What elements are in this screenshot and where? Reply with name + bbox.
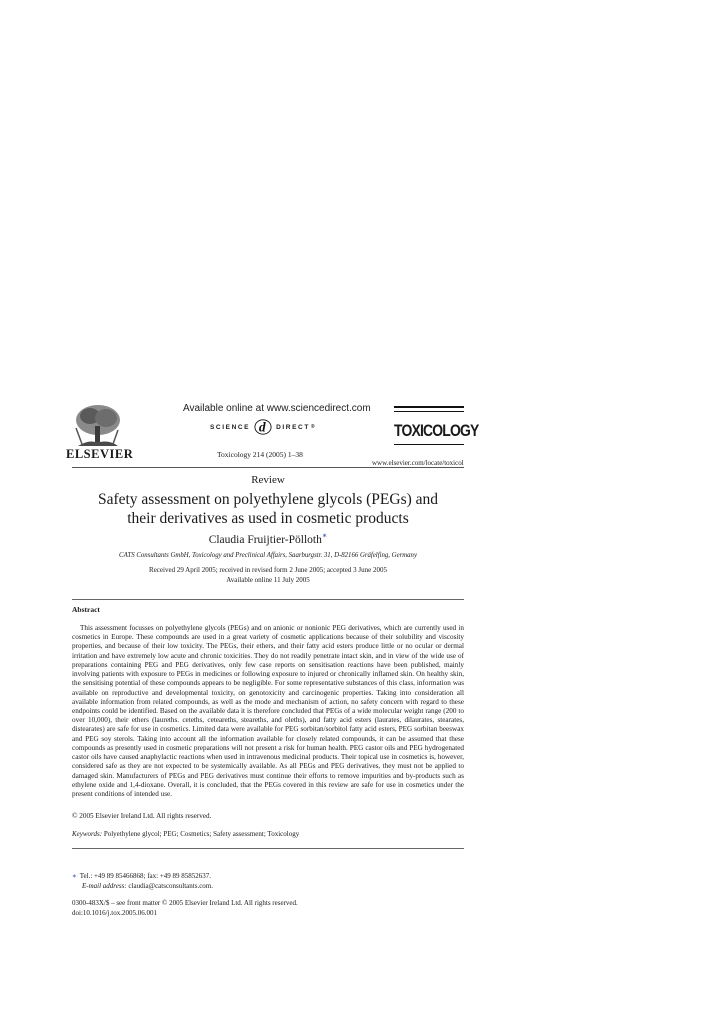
issn-line: 0300-483X/$ – see front matter © 2005 Elsevier Ireland Ltd. All rights reserved. — [72, 899, 298, 907]
journal-logo-rule-middle — [394, 411, 464, 412]
doi-link[interactable]: doi:10.1016/j.tox.2005.06.001 — [72, 909, 157, 917]
available-online-date: Available online 11 July 2005 — [226, 575, 310, 584]
keywords-text: Polyethylene glycol; PEG; Cosmetics; Safety assessment; Toxicology — [103, 830, 300, 838]
footnote-contact-line — [72, 871, 213, 881]
abstract-bottom-divider — [72, 848, 464, 849]
author — [72, 531, 464, 546]
journal-logo-rule-top — [394, 406, 464, 408]
keywords-label: Keywords: — [72, 830, 103, 838]
article-type: Review — [251, 474, 285, 486]
author-footnote-link[interactable]: ∗ — [321, 531, 328, 540]
journal-url-link[interactable]: www.elsevier.com/locate/toxicol — [372, 459, 464, 467]
sciencedirect-logo[interactable] — [210, 416, 315, 438]
author-affiliation: CATS Consultants GmbH, Toxicology and Preclinical Affairs, Saarburgstr. 31, D-82166 Gräfelfing, Germany — [119, 552, 417, 559]
journal-title-logo: TOXICOLOGY — [394, 421, 479, 440]
svg-text:d: d — [259, 419, 268, 435]
article-title-line-2: their derivatives as used in cosmetic products — [127, 510, 409, 527]
sciencedirect-left-text: SCIENCE — [210, 423, 251, 431]
publisher-name: ELSEVIER — [66, 447, 134, 461]
abstract-heading: Abstract — [72, 605, 100, 614]
sciencedirect-d-icon — [254, 418, 272, 436]
journal-logo-rule-bottom — [394, 444, 464, 445]
sciencedirect-right-text: DIRECT — [276, 423, 310, 431]
abstract-copyright: © 2005 Elsevier Ireland Ltd. All rights reserved. — [72, 812, 212, 820]
footnote-email-line — [72, 881, 213, 891]
abstract-top-divider — [72, 599, 464, 600]
article-title-line-1: Safety assessment on polyethylene glycols (PEGs) and — [97, 491, 439, 508]
sciencedirect-trademark: ® — [310, 424, 315, 430]
author-name: Claudia Fruijtier-Pölloth — [208, 533, 322, 546]
author-footnote — [72, 871, 213, 891]
received-dates: Received 29 April 2005; received in revised form 2 June 2005; accepted 3 June 2005 — [149, 566, 387, 574]
footnote-email[interactable]: claudia@catsconsultants.com. — [128, 882, 213, 890]
article-title — [72, 490, 464, 528]
available-online-link[interactable]: Available online at www.sciencedirect.com — [183, 403, 371, 414]
footnote-email-label: E-mail address: — [82, 882, 127, 890]
issn-block — [72, 898, 298, 918]
abstract-body: This assessment focusses on polyethylene glycols (PEGs) and on anionic or nonionic PEG derivatives, which are currently used in cosmetics in Europe. These compounds are used in a great variety of cosmetic applications because of their solubility and viscosity properties, and because of their low toxicity. The PEGs, their ethers, and their fatty acid esters produce little or no ocular or dermal irritation and have extremely low acute and chronic toxicities. They do not readily penetrate intact skin, and in view of the wide use of preparations containing PEG and PEG derivatives, only few case reports on sensitisation reactions have been published, mainly involving patients with exposure to PEGs in medicines or following exposure to injured or chronically inflamed skin. On healthy skin, the sensitising potential of these compounds appears to be negligible. For some representative substances of this class, information was available on reproductive and developmental toxicity, on genotoxicity and carcinogenic properties. Taking into consideration all available information from related compounds, as well as the mode and mechanism of action, no safety concern with regard to these endpoints could be identified. Based on the available data it is therefore concluded that PEGs of a wide molecular weight range (200 to over 10,000), their ethers (laureths. ceteths, ceteareths, steareths, and oleths), and fatty acid esters (laurates, dilaurates, stearates, distearates) are safe for use in cosmetics. Limited data were available for PEG sorbitan/sorbitol fatty acid esters, PEG sorbitan beeswax and PEG soy sterols. Taking into account all the information available for closely related compounds, it can be assumed that these compounds as presently used in cosmetic preparations will not present a risk for human health. PEG castor oils and PEG hydrogenated castor oils have caused anaphylactic reactions when used in intravenous medicinal products. Their topical use in cosmetics is, however, considered safe as they are not expected to be systemically available. As all PEGs and PEG derivatives, they must not be applied to damaged skin. Manufacturers of PEGs and PEG derivatives must continue their efforts to remove impurities and by-products such as ethylene oxide and 1,4-dioxane. Overall, it is concluded, that the PEGs covered in this review are safe for use in cosmetics under the present conditions of intended use. — [72, 624, 464, 798]
journal-citation: Toxicology 214 (2005) 1–38 — [217, 450, 303, 459]
article-dates — [72, 566, 464, 585]
footnote-contact: Tel.: +49 89 85466868; fax: +49 89 85852637. — [79, 872, 212, 880]
footnote-mark: ∗ — [72, 872, 77, 880]
keywords — [72, 830, 299, 838]
header-divider — [72, 467, 464, 468]
